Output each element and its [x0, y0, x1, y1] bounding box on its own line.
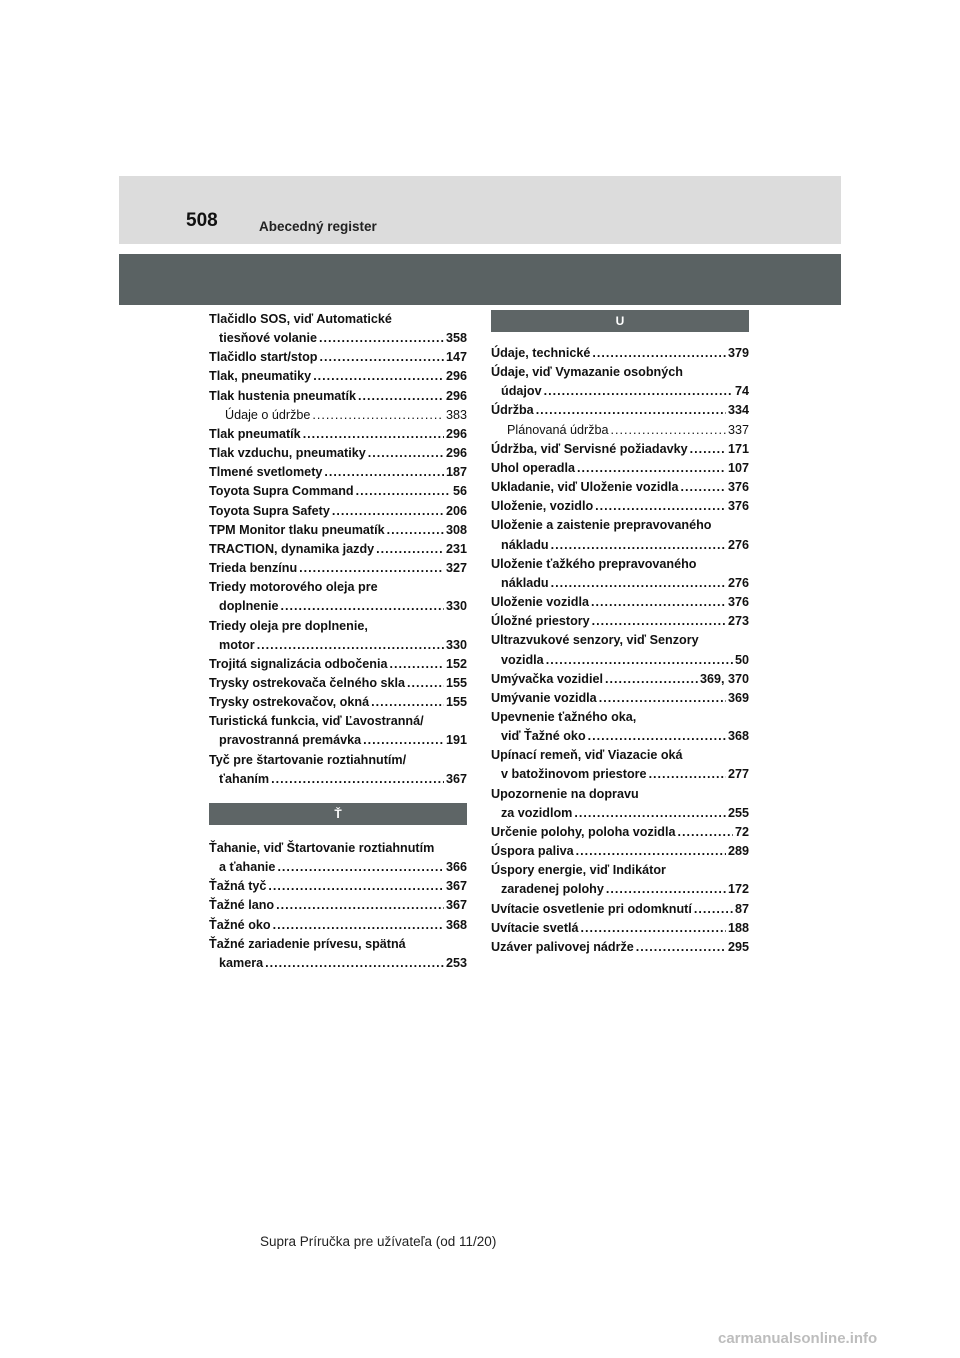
index-entry-text: Uhol operadla: [491, 460, 575, 475]
index-entry[interactable]: [491, 708, 749, 746]
dot-leader: [363, 731, 444, 750]
index-entry[interactable]: [491, 785, 749, 823]
index-entry-text: Úspora paliva: [491, 844, 574, 859]
index-entry-page: 72: [734, 824, 749, 839]
index-entry[interactable]: [491, 612, 749, 631]
dot-leader: [280, 597, 444, 616]
index-entry-text: Údaje o údržbe: [225, 407, 311, 422]
dot-leader: [576, 842, 726, 861]
dot-leader: [605, 670, 698, 689]
index-entry-page: 369: [727, 690, 749, 705]
dot-leader: [371, 693, 444, 712]
dot-leader: [389, 655, 444, 674]
index-entry-page: 376: [727, 595, 749, 610]
index-entry-text: pravostranná premávka: [219, 733, 362, 748]
index-entry-page: 155: [445, 675, 467, 690]
index-entry-page: 327: [445, 561, 467, 576]
dot-leader: [606, 880, 726, 899]
index-entry-text: doplnenie: [219, 599, 279, 614]
index-entry-page: 289: [727, 844, 749, 859]
dot-leader: [376, 540, 444, 559]
dot-leader: [678, 823, 733, 842]
index-entry[interactable]: [491, 689, 749, 708]
index-entry-text: Turistická funkcia, viď Ľavostranná/: [209, 714, 424, 729]
index-entry-page: 376: [727, 480, 749, 495]
index-entry[interactable]: [209, 310, 467, 348]
index-entry-text: Uvítacie osvetlenie pri odomknutí: [491, 901, 692, 916]
index-entry-page: 379: [727, 346, 749, 360]
index-entry[interactable]: [209, 387, 467, 406]
index-list-t-caron: [209, 839, 467, 973]
dot-leader: [332, 502, 444, 521]
letter-heading-u: U: [491, 310, 749, 332]
index-entry-page: 330: [445, 599, 467, 614]
index-entry-text: Trysky ostrekovača čelného skla: [209, 675, 406, 690]
right-column: [491, 310, 749, 957]
index-entry[interactable]: [209, 367, 467, 386]
letter-heading-t-caron: Ť: [209, 803, 467, 825]
index-entry-text: Upevnenie ťažného oka,: [491, 709, 637, 724]
index-entry-text: Upozornenie na dopravu: [491, 786, 639, 801]
dot-leader: [257, 636, 444, 655]
dot-leader: [592, 344, 726, 363]
index-entry[interactable]: [209, 502, 467, 521]
index-entry-page: 206: [445, 503, 467, 518]
index-entry-text: zaradenej polohy: [501, 882, 604, 897]
dot-leader: [544, 382, 733, 401]
index-entry-text: nákladu: [501, 575, 549, 590]
dot-leader: [356, 482, 451, 501]
index-entry-page: 155: [445, 695, 467, 710]
index-entry-page: 107: [727, 460, 749, 475]
dot-leader: [592, 612, 726, 631]
index-entry-page: 56: [452, 484, 467, 499]
index-entry[interactable]: [491, 631, 749, 669]
dark-band: [119, 254, 841, 305]
index-entry[interactable]: [491, 440, 749, 459]
dot-leader: [265, 954, 444, 973]
index-entry-page: 295: [727, 939, 749, 954]
dot-leader: [303, 425, 444, 444]
index-entry-text: kamera: [219, 955, 264, 970]
index-entry[interactable]: [209, 406, 467, 425]
index-entry-text: Trieda benzínu: [209, 561, 298, 576]
index-entry-text: viď Ťažné oko: [501, 729, 586, 744]
index-entry-page: 87: [734, 901, 749, 916]
page-number: 508: [186, 210, 218, 231]
index-entry-page: 276: [727, 537, 749, 552]
index-entry-text: Uloženie vozidla: [491, 595, 589, 610]
dot-leader: [273, 916, 444, 935]
dot-leader: [407, 674, 444, 693]
index-entry-text: Údržba: [491, 403, 534, 418]
dot-leader: [599, 689, 726, 708]
index-entry-page: 334: [727, 403, 749, 418]
index-entry-text: tiesňové volanie: [219, 331, 317, 346]
index-entry-page: 191: [445, 733, 467, 748]
index-entry[interactable]: [209, 482, 467, 501]
index-entry[interactable]: [491, 823, 749, 842]
dot-leader: [319, 329, 444, 348]
index-entry[interactable]: [491, 919, 749, 938]
dot-leader: [551, 536, 726, 555]
index-entry-page: 172: [727, 882, 749, 897]
index-entry-text: Tlak, pneumatiky: [209, 369, 312, 384]
index-entry-page: 253: [445, 955, 467, 970]
index-entry-text: údajov: [501, 384, 542, 399]
footer-text: Supra Príručka pre užívateľa (od 11/20): [260, 1234, 497, 1249]
index-entry-text: Trysky ostrekovačov, okná: [209, 695, 370, 710]
index-entry-page: 296: [445, 426, 467, 441]
index-entry-page: 147: [445, 350, 467, 365]
index-entry-text: TPM Monitor tlaku pneumatík: [209, 522, 385, 537]
index-entry-page: 376: [727, 499, 749, 514]
index-entry-text: Tyč pre štartovanie roztiahnutím/: [209, 752, 407, 767]
dot-leader: [681, 478, 726, 497]
index-entry-text: Ťažné zariadenie prívesu, spätná: [209, 936, 406, 951]
dot-leader: [551, 574, 726, 593]
index-entry-text: Tlačidlo SOS, viď Automatické: [209, 312, 392, 326]
index-entry-text: Tlak hustenia pneumatík: [209, 388, 356, 403]
index-entry[interactable]: [209, 521, 467, 540]
index-entry-text: Umývanie vozidla: [491, 690, 597, 705]
index-entry-text: Určenie polohy, poloha vozidla: [491, 824, 676, 839]
dot-leader: [271, 770, 444, 789]
index-entry-text: Ťažné lano: [209, 898, 275, 913]
dot-leader: [636, 938, 726, 957]
index-entry[interactable]: [209, 896, 467, 915]
index-entry-page: 255: [727, 805, 749, 820]
index-entry[interactable]: [209, 463, 467, 482]
index-entry[interactable]: [491, 861, 749, 899]
index-entry-text: Ukladanie, viď Uloženie vozidla: [491, 480, 679, 495]
index-entry-page: 367: [445, 898, 467, 913]
dot-leader: [611, 421, 726, 440]
index-entry[interactable]: [209, 655, 467, 674]
index-entry-page: 277: [727, 767, 749, 782]
index-entry-text: Triedy motorového oleja pre: [209, 580, 378, 595]
index-entry[interactable]: [209, 578, 467, 616]
index-entry-page: 296: [445, 369, 467, 384]
index-entry[interactable]: [209, 425, 467, 444]
index-entry[interactable]: [209, 935, 467, 973]
index-entry-text: nákladu: [501, 537, 549, 552]
index-entry-text: Tlak pneumatík: [209, 426, 301, 441]
index-entry-text: za vozidlom: [501, 805, 573, 820]
section-title: Abecedný register: [259, 219, 377, 234]
index-entry-text: Údaje, viď Vymazanie osobných: [491, 365, 683, 380]
index-entry-page: 367: [445, 879, 467, 894]
dot-leader: [319, 348, 444, 367]
dot-leader: [577, 459, 726, 478]
index-entry[interactable]: [491, 363, 749, 401]
index-entry-text: Údržba, viď Servisné požiadavky: [491, 441, 688, 456]
index-entry[interactable]: [209, 751, 467, 789]
index-entry-text: Ťažné oko: [209, 917, 271, 932]
index-entry-page: 296: [445, 388, 467, 403]
index-entry[interactable]: [209, 348, 467, 367]
dot-leader: [368, 444, 444, 463]
index-entry[interactable]: [209, 617, 467, 655]
index-entry[interactable]: [209, 444, 467, 463]
index-entry[interactable]: [491, 842, 749, 861]
index-entry-page: 367: [445, 771, 467, 786]
dot-leader: [588, 727, 726, 746]
header-band: [119, 176, 841, 244]
index-list-t: [209, 310, 467, 789]
index-entry-text: Úspory energie, viď Indikátor: [491, 863, 666, 878]
index-entry-text: Uloženie a zaistenie prepravovaného: [491, 518, 712, 533]
index-entry[interactable]: [209, 877, 467, 896]
index-entry-text: Toyota Supra Command: [209, 484, 354, 499]
dot-leader: [591, 593, 726, 612]
index-entry[interactable]: [209, 540, 467, 559]
index-entry-text: ťahaním: [219, 771, 270, 786]
index-entry-text: Ťažná tyč: [209, 879, 267, 894]
index-entry[interactable]: [209, 674, 467, 693]
index-entry-page: 337: [727, 422, 749, 437]
index-entry[interactable]: [491, 344, 749, 363]
index-entry-text: Uloženie, vozidlo: [491, 499, 594, 514]
index-entry-text: Úložné priestory: [491, 614, 590, 629]
index-entry-page: 74: [734, 384, 749, 399]
index-entry[interactable]: [491, 670, 749, 689]
dot-leader: [690, 440, 726, 459]
index-entry-page: 368: [727, 729, 749, 744]
dot-leader: [546, 651, 733, 670]
index-entry-page: 276: [727, 575, 749, 590]
index-entry-text: Plánovaná údržba: [507, 422, 609, 437]
dot-leader: [358, 387, 444, 406]
index-entry-page: 273: [727, 614, 749, 629]
index-entry[interactable]: [209, 712, 467, 750]
dot-leader: [595, 497, 726, 516]
dot-leader: [387, 521, 444, 540]
index-entry-text: v batožinovom priestore: [501, 767, 647, 782]
index-entry-text: Triedy oleja pre doplnenie,: [209, 618, 368, 633]
index-entry[interactable]: [209, 559, 467, 578]
index-entry-page: 171: [727, 441, 749, 456]
index-entry[interactable]: [491, 478, 749, 497]
index-entry-text: a ťahanie: [219, 860, 276, 875]
index-entry-text: TRACTION, dynamika jazdy: [209, 541, 375, 556]
index-entry-text: Tlačidlo start/stop: [209, 350, 318, 365]
index-entry-text: motor: [219, 637, 255, 652]
index-entry-page: 368: [445, 917, 467, 932]
index-entry-page: 188: [727, 920, 749, 935]
index-entry-page: 231: [445, 541, 467, 556]
index-entry-page: 366: [445, 860, 467, 875]
index-entry-page: 187: [445, 465, 467, 480]
dot-leader: [649, 765, 726, 784]
index-entry-text: Toyota Supra Safety: [209, 503, 330, 518]
index-entry-page: 296: [445, 446, 467, 461]
index-entry-text: vozidla: [501, 652, 544, 667]
dot-leader: [581, 919, 726, 938]
dot-leader: [299, 559, 444, 578]
index-entry-page: 50: [734, 652, 749, 667]
index-entry-text: Ultrazvukové senzory, viď Senzory: [491, 633, 699, 648]
index-entry-page: 383: [445, 407, 467, 422]
dot-leader: [313, 367, 444, 386]
index-entry-text: Tlmené svetlomety: [209, 465, 323, 480]
dot-leader: [324, 463, 444, 482]
index-entry-text: Upínací remeň, viď Viazacie oká: [491, 748, 683, 763]
index-entry[interactable]: [209, 693, 467, 712]
index-entry-text: Trojitá signalizácia odbočenia: [209, 656, 388, 671]
index-entry[interactable]: [491, 900, 749, 919]
index-entry[interactable]: [491, 401, 749, 420]
dot-leader: [268, 877, 444, 896]
index-entry-text: Ťahanie, viď Štartovanie roztiahnutím: [209, 840, 435, 855]
index-entry-page: 308: [445, 522, 467, 537]
left-column: [209, 310, 467, 973]
index-entry[interactable]: [491, 593, 749, 612]
index-entry-text: Umývačka vozidiel: [491, 671, 604, 686]
index-entry-page: 358: [445, 331, 467, 346]
index-entry[interactable]: [491, 459, 749, 478]
dot-leader: [536, 401, 726, 420]
dot-leader: [276, 896, 444, 915]
watermark: carmanualsonline.info: [718, 1330, 878, 1347]
index-entry[interactable]: [209, 839, 467, 877]
index-entry-text: Uloženie ťažkého prepravovaného: [491, 556, 697, 571]
dot-leader: [694, 900, 733, 919]
dot-leader: [312, 406, 444, 425]
index-entry[interactable]: [491, 938, 749, 957]
index-entry[interactable]: [491, 421, 749, 440]
index-entry[interactable]: [491, 497, 749, 516]
index-entry[interactable]: [491, 516, 749, 554]
index-entry-text: Uzáver palivovej nádrže: [491, 939, 634, 954]
dot-leader: [574, 804, 726, 823]
index-entry-text: Tlak vzduchu, pneumatiky: [209, 446, 366, 461]
index-entry[interactable]: [491, 555, 749, 593]
index-entry-text: Údaje, technické: [491, 346, 591, 360]
index-entry-page: 330: [445, 637, 467, 652]
index-entry-page: 152: [445, 656, 467, 671]
index-entry-text: Uvítacie svetlá: [491, 920, 579, 935]
index-entry[interactable]: [491, 746, 749, 784]
index-list-u: [491, 344, 749, 957]
index-entry-page: 369, 370: [699, 671, 749, 686]
index-entry[interactable]: [209, 916, 467, 935]
dot-leader: [277, 858, 444, 877]
